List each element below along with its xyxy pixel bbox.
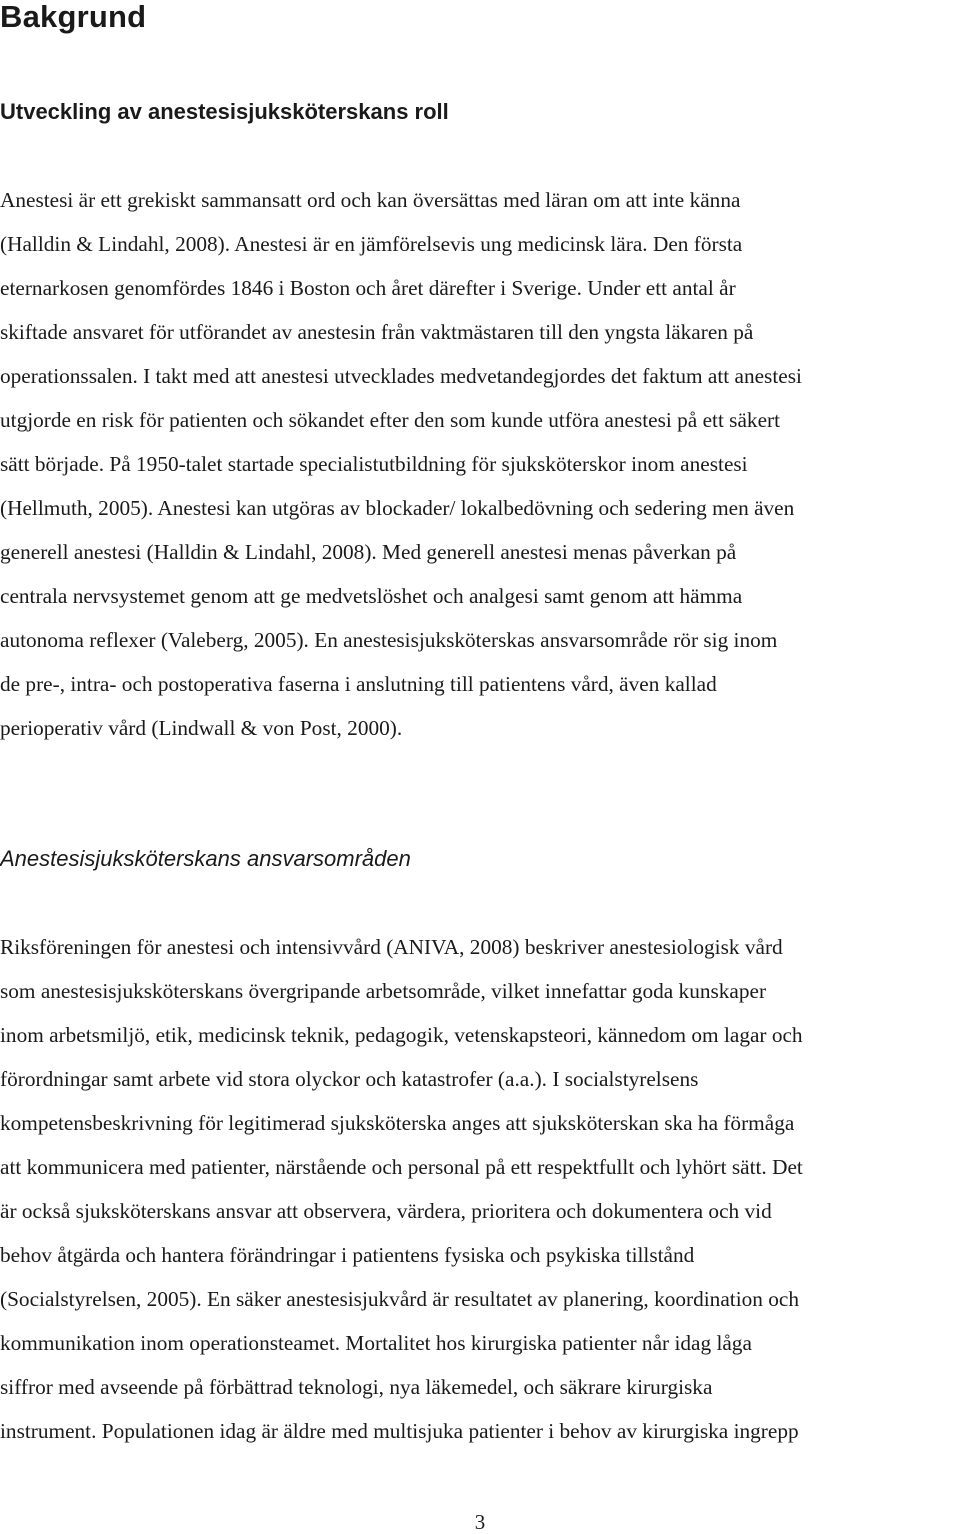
paragraph-line: sätt började. På 1950-talet startade specialistutbildning för sjuksköterskor inom anestesi bbox=[0, 452, 748, 476]
paragraph-line: instrument. Populationen idag är äldre med multisjuka patienter i behov av kirurgiska ingrepp bbox=[0, 1419, 799, 1443]
paragraph-line: autonoma reflexer (Valeberg, 2005). En anestesisjuksköterskas ansvarsområde rör sig inom bbox=[0, 628, 778, 652]
paragraph-line: behov åtgärda och hantera förändringar i patientens fysiska och psykiska tillstånd bbox=[0, 1243, 695, 1267]
paragraph-line: operationssalen. I takt med att anestesi utvecklades medvetandegjordes det faktum att anestesi bbox=[0, 364, 802, 388]
page-number: 3 bbox=[474, 1510, 486, 1534]
page-heading: Bakgrund bbox=[0, 0, 147, 34]
paragraph-line: förordningar samt arbete vid stora olyckor och katastrofer (a.a.). I socialstyrelsens bbox=[0, 1067, 699, 1091]
paragraph-responsibilities bbox=[0, 925, 803, 1453]
paragraph-line: eternarkosen genomfördes 1846 i Boston och året därefter i Sverige. Under ett antal år bbox=[0, 276, 736, 300]
paragraph-line: de pre-, intra- och postoperativa faserna i anslutning till patientens vård, även kallad bbox=[0, 672, 717, 696]
paragraph-line: generell anestesi (Halldin & Lindahl, 2008). Med generell anestesi menas påverkan på bbox=[0, 540, 737, 564]
paragraph-line: (Socialstyrelsen, 2005). En säker anestesisjukvård är resultatet av planering, koordination och bbox=[0, 1287, 799, 1311]
paragraph-line: (Halldin & Lindahl, 2008). Anestesi är en jämförelsevis ung medicinsk lära. Den första bbox=[0, 232, 743, 256]
paragraph-line: som anestesisjuksköterskans övergripande arbetsområde, vilket innefattar goda kunskaper bbox=[0, 979, 767, 1003]
section-title-role-development: Utveckling av anestesisjuksköterskans roll bbox=[0, 99, 449, 124]
paragraph-line: (Hellmuth, 2005). Anestesi kan utgöras av blockader/ lokalbedövning och sedering men även bbox=[0, 496, 795, 520]
paragraph-line: kommunikation inom operationsteamet. Mortalitet hos kirurgiska patienter når idag låga bbox=[0, 1331, 752, 1355]
paragraph-line: perioperativ vård (Lindwall & von Post, 2000). bbox=[0, 716, 403, 740]
paragraph-role-development bbox=[0, 178, 802, 750]
paragraph-line: Anestesi är ett grekiskt sammansatt ord och kan översättas med läran om att inte känna bbox=[0, 188, 741, 212]
paragraph-line: siffror med avseende på förbättrad teknologi, nya läkemedel, och säkrare kirurgiska bbox=[0, 1375, 713, 1399]
paragraph-line: är också sjuksköterskans ansvar att observera, värdera, prioritera och dokumentera och vid bbox=[0, 1199, 772, 1223]
paragraph-line: Riksföreningen för anestesi och intensivvård (ANIVA, 2008) beskriver anestesiologisk vård bbox=[0, 935, 783, 959]
paragraph-line: kompetensbeskrivning för legitimerad sjuksköterska anges att sjuksköterskan ska ha förmåga bbox=[0, 1111, 795, 1135]
paragraph-line: att kommunicera med patienter, närstående och personal på ett respektfullt och lyhört sätt. Det bbox=[0, 1155, 803, 1179]
section-title-responsibilities: Anestesisjuksköterskans ansvarsområden bbox=[0, 846, 411, 871]
paragraph-line: skiftade ansvaret för utförandet av anestesin från vaktmästaren till den yngsta läkaren på bbox=[0, 320, 754, 344]
paragraph-line: centrala nervsystemet genom att ge medvetslöshet och analgesi samt genom att hämma bbox=[0, 584, 743, 608]
paragraph-line: utgjorde en risk för patienten och sökandet efter den som kunde utföra anestesi på ett säkert bbox=[0, 408, 781, 432]
paragraph-line: inom arbetsmiljö, etik, medicinsk teknik, pedagogik, vetenskapsteori, kännedom om lagar och bbox=[0, 1023, 803, 1047]
